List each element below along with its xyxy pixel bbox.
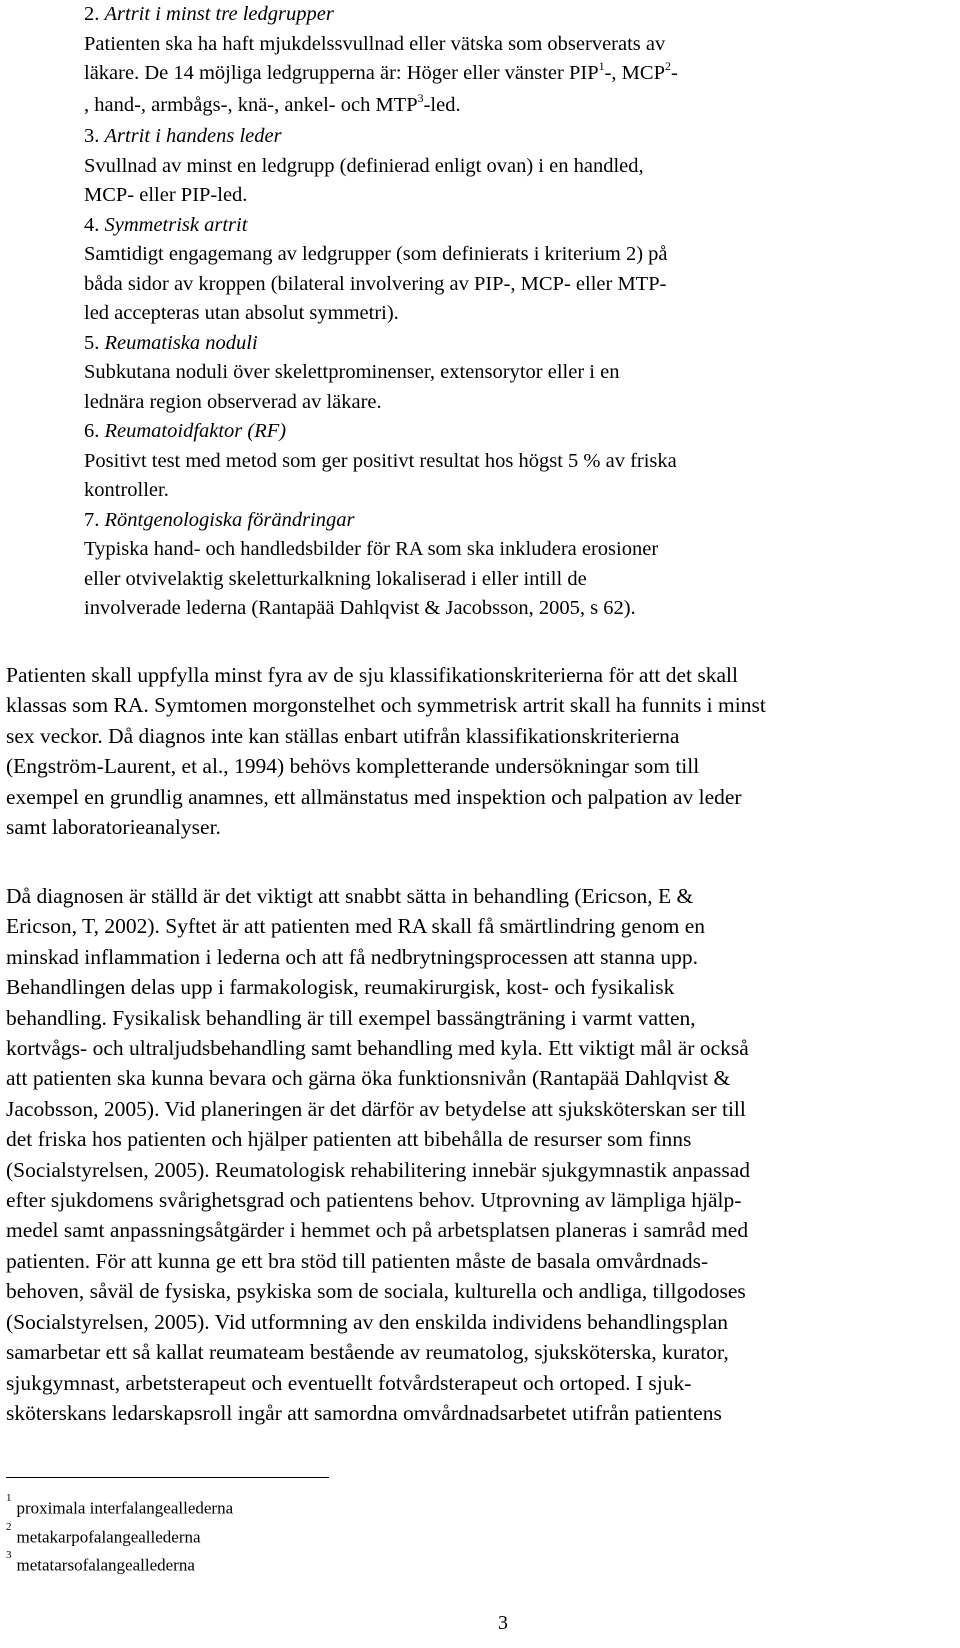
text-line: Ericson, T, 2002). Syftet är att patienten med RA skall få smärtlindring genom en bbox=[6, 914, 705, 939]
text-line: Jacobsson, 2005). Vid planeringen är det därför av betydelse att sjuksköterskan ser till bbox=[6, 1096, 746, 1121]
paragraph-treatment bbox=[6, 881, 941, 1428]
text-line: (Socialstyrelsen, 2005). Vid utformning av den enskilda individens behandlingsplan bbox=[6, 1309, 729, 1334]
footnote-ref: 2 bbox=[664, 59, 671, 73]
criterion-text: Patienten ska ha haft mjukdelssvullnad eller vätska som observerats av bbox=[84, 32, 666, 55]
criterion-text: led accepteras utan absolut symmetri). bbox=[84, 302, 399, 324]
criterion-heading: 7. Röntgenologiska förändringar bbox=[84, 508, 355, 531]
text-line: behoven, såväl de fysiska, psykiska som de sociala, kulturella och andliga, tillgodoses bbox=[6, 1279, 746, 1304]
footnote-item: $^1$proximala interfalangeallederna bbox=[6, 1492, 234, 1518]
criterion-heading: 2. Artrit i minst tre ledgrupper bbox=[84, 3, 334, 25]
criterion-text: Positivt test med metod som ger positivt resultat hos högst 5 % av friska bbox=[84, 449, 677, 472]
footnote-divider bbox=[6, 1477, 329, 1478]
criterion-text: involverade lederna (Rantapää Dahlqvist & Jacobsson, 2005, s 62). bbox=[84, 597, 636, 619]
footnote-item: $^3$metatarsofalangeallederna bbox=[6, 1549, 195, 1575]
text-line: exempel en grundlig anamnes, ett allmänstatus med inspektion och palpation av leder bbox=[6, 784, 742, 809]
text-line: (Socialstyrelsen, 2005). Reumatologisk rehabilitering innebär sjukgymnastik anpassad bbox=[6, 1157, 750, 1182]
text-line: efter sjukdomens svårighetsgrad och patientens behov. Utprovning av lämpliga hjälp- bbox=[6, 1188, 742, 1213]
criteria-list bbox=[84, 0, 944, 624]
criterion-heading: 5. Reumatiska noduli bbox=[84, 331, 258, 354]
page-number: 3 bbox=[498, 1612, 508, 1634]
criterion-text: kontroller. bbox=[84, 479, 169, 501]
text-line: sex veckor. Då diagnos inte kan ställas enbart utifrån klassifikationskriterierna bbox=[6, 723, 680, 748]
text-line: att patienten ska kunna bevara och gärna öka funktionsnivån (Rantapää Dahlqvist & bbox=[6, 1066, 731, 1091]
criterion-heading: 6. Reumatoidfaktor (RF) bbox=[84, 420, 287, 442]
criterion-text: MCP- eller PIP-led. bbox=[84, 184, 248, 206]
criterion-text: lednära region observerad av läkare. bbox=[84, 390, 382, 413]
footnote-item: $^2$metakarpofalangeallederna bbox=[6, 1520, 201, 1547]
text-line: minskad inflammation i lederna och att få nedbrytningsprocessen att stanna upp. bbox=[6, 944, 698, 969]
text-line: kortvågs- och ultraljudsbehandling samt behandling med kyla. Ett viktigt mål är också bbox=[6, 1036, 749, 1061]
paragraph-classification bbox=[6, 660, 941, 842]
text-line: det friska hos patienten och hjälper patienten att bibehålla de resurser som finns bbox=[6, 1127, 692, 1152]
footnote-ref: 3 bbox=[417, 90, 424, 105]
text-line: sjukgymnast, arbetsterapeut och eventuellt fotvårdsterapeut och ortoped. I sjuk- bbox=[6, 1370, 692, 1395]
criterion-text: Typiska hand- och handledsbilder för RA som ska inkludera erosioner bbox=[84, 538, 659, 560]
criterion-text: Subkutana noduli över skelettprominenser, extensorytor eller i en bbox=[84, 361, 620, 383]
text-line: behandling. Fysikalisk behandling är till exempel bassängträning i varmt vatten, bbox=[6, 1005, 696, 1030]
footnotes bbox=[6, 1492, 233, 1578]
text-line: medel samt anpassningsåtgärder i hemmet och på arbetsplatsen planeras i samråd med bbox=[6, 1218, 749, 1243]
criterion-text: eller otvivelaktig skeletturkalkning lokaliserad i eller intill de bbox=[84, 567, 587, 590]
criterion-text: Svullnad av minst en ledgrupp (definierad enligt ovan) i en handled, bbox=[84, 154, 644, 177]
criterion-text: läkare. De 14 möjliga ledgrupperna är: Höger eller vänster PIP$^1$-, MCP$^2$- bbox=[84, 59, 678, 84]
text-line: samt laboratorieanalyser. bbox=[6, 815, 221, 840]
text-line: patienten. För att kunna ge ett bra stöd till patienten måste de basala omvårdnads- bbox=[6, 1248, 709, 1273]
text-line: Då diagnosen är ställd är det viktigt att snabbt sätta in behandling (Ericson, E & bbox=[6, 884, 694, 908]
criterion-heading: 4. Symmetrisk artrit bbox=[84, 213, 248, 236]
text-line: Patienten skall uppfylla minst fyra av de sju klassifikationskriterierna för att det skall bbox=[6, 663, 739, 687]
text-line: Behandlingen delas upp i farmakologisk, reumakirurgisk, kost- och fysikalisk bbox=[6, 975, 675, 1000]
criterion-text: , hand-, armbågs-, knä-, ankel- och MTP$^3$-led. bbox=[84, 90, 461, 116]
footnote-ref: 1 bbox=[598, 59, 605, 73]
criterion-text: Samtidigt engagemang av ledgrupper (som definierats i kriterium 2) på bbox=[84, 243, 668, 265]
text-line: klassas som RA. Symtomen morgonstelhet och symmetrisk artrit skall ha funnits i minst bbox=[6, 693, 766, 718]
criterion-text: båda sidor av kroppen (bilateral involvering av PIP-, MCP- eller MTP- bbox=[84, 272, 667, 295]
text-line: sköterskans ledarskapsroll ingår att samordna omvårdnadsarbetet utifrån patientens bbox=[6, 1400, 722, 1425]
text-line: samarbetar ett så kallat reumateam bestående av reumatolog, sjuksköterska, kurator, bbox=[6, 1340, 729, 1365]
criterion-heading: 3. Artrit i handens leder bbox=[84, 125, 282, 147]
text-line: (Engström-Laurent, et al., 1994) behövs kompletterande undersökningar som till bbox=[6, 754, 700, 779]
